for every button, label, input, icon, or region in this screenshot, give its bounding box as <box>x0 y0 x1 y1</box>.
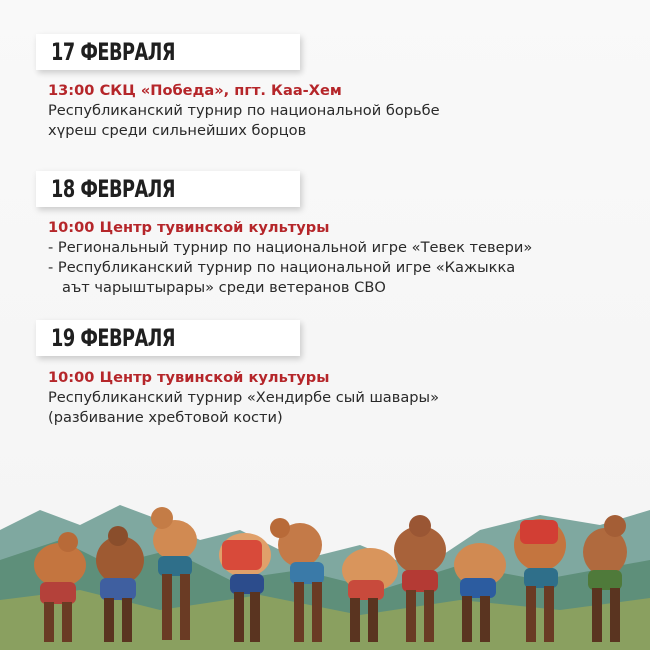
event-description-line: - Республиканский турнир по национальной игре «Кажыкка <box>48 259 516 276</box>
date-label: 18 ФЕВРАЛЯ <box>51 175 176 203</box>
date-banner-17-february <box>36 34 300 70</box>
event-time: 13:00 <box>48 82 95 99</box>
date-label: 17 ФЕВРАЛЯ <box>51 38 176 66</box>
event-time: 10:00 <box>48 219 95 236</box>
event-venue: СКЦ «Победа», пгт. Каа-Хем <box>99 82 342 99</box>
event-description-line: Республиканский турнир по национальной борьбе <box>48 102 440 119</box>
wrestlers-illustration <box>0 470 650 650</box>
date-banner-18-february <box>36 171 300 207</box>
event-17-february <box>48 81 608 141</box>
event-time-venue <box>48 81 608 101</box>
event-18-february <box>48 218 608 298</box>
event-venue: Центр тувинской культуры <box>99 369 330 386</box>
event-description-line: (разбивание хребтовой кости) <box>48 409 283 426</box>
event-time: 10:00 <box>48 369 95 386</box>
event-description-line: аът чарыштырары» среди ветеранов СВО <box>62 279 386 296</box>
date-banner-19-february <box>36 320 300 356</box>
event-19-february <box>48 368 608 428</box>
event-description-line: хүреш среди сильнейших борцов <box>48 122 307 139</box>
event-time-venue <box>48 368 608 388</box>
event-time-venue <box>48 218 608 238</box>
event-description-line: Республиканский турнир «Хендирбе сый шавары» <box>48 389 439 406</box>
event-description-line: - Региональный турнир по национальной игре «Тевек тевери» <box>48 239 533 256</box>
date-label: 19 ФЕВРАЛЯ <box>51 324 176 352</box>
event-venue: Центр тувинской культуры <box>99 219 330 236</box>
